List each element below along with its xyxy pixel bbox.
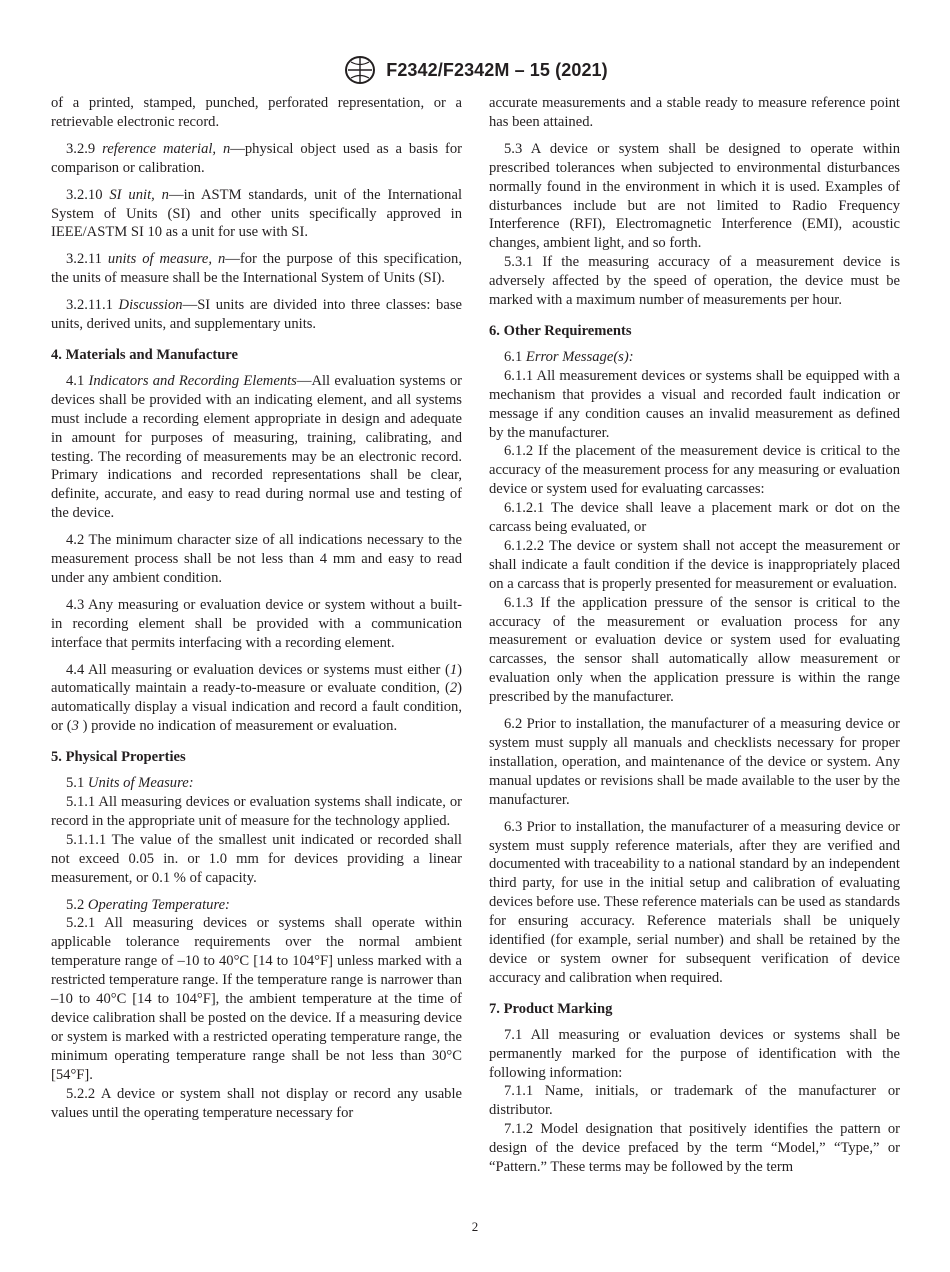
section-heading-6: 6. Other Requirements — [489, 322, 632, 339]
paragraph-5-1: 5.1 Units of Measure: — [66, 775, 194, 792]
paragraph: accurate measurements and a stable ready to measure reference point has been attained. — [489, 95, 900, 130]
paragraph: of a printed, stamped, punched, perforated representation, or a retrievable electronic record. — [51, 95, 462, 130]
paragraph-3-2-10: 3.2.10 SI unit, n—in ASTM standards, unit of the International System of Units (SI) and other units specifically approved in IEEE/ASTM SI 10 as a unit for use with SI. — [51, 186, 462, 241]
document-designation: F2342/F2342M – 15 (2021) — [386, 59, 608, 80]
astm-logo-icon — [342, 55, 378, 85]
page-number: 2 — [471, 1219, 479, 1234]
paragraph-4-2: 4.2 The minimum character size of all indications necessary to the measurement process shall be not less than 4 mm and easy to read under any ambient condition. — [51, 532, 462, 586]
paragraph-3-2-9: 3.2.9 reference material, n—physical object used as a basis for comparison or calibration. — [51, 140, 462, 176]
paragraph-5-2-2: 5.2.2 A device or system shall not display or record any usable values until the operating temperature necessary for — [51, 1085, 462, 1121]
paragraph-7-1: 7.1 All measuring or evaluation devices or systems shall be permanently marked for the purpose of identification with the following information: — [489, 1026, 900, 1081]
section-heading-7: 7. Product Marking — [489, 1000, 613, 1017]
paragraph-6-3: 6.3 Prior to installation, the manufacturer of a measuring device or system must supply reference materials, after they are verified and documented with traceability to a national standard by an independent third party, for use in the initial setup and calibration of evaluating devices before use. These reference materials can be used as standards for ensuring accuracy. Reference materials shall be uniquely identified (for example, serial number) and shall be retained by the device or system owner for subsequent verification of device accuracy and calibration when required. — [489, 818, 900, 986]
right-column — [489, 94, 900, 1177]
paragraph-5-3-1: 5.3.1 If the measuring accuracy of a measurement device is adversely affected by the speed of operation, the device must be marked with a maximum number of measurements per hour. — [489, 254, 900, 309]
left-column — [51, 94, 462, 1122]
paragraph-6-1-2-2: 6.1.2.2 The device or system shall not accept the measurement or shall indicate a fault condition if the device is inappropriately placed on a carcass that is properly presented for measurement or evaluation. — [489, 537, 900, 592]
paragraph-4-3: 4.3 Any measuring or evaluation device or system without a built-in recording element shall be provided with a communication interface that permits interfacing with a recording element. — [51, 596, 462, 651]
page-header — [0, 55, 950, 85]
paragraph-6-1: 6.1 Error Message(s): — [504, 348, 634, 365]
paragraph-5-2-1: 5.2.1 All measuring devices or systems shall operate within applicable tolerance requirements over the normal ambient temperature range of –10 to 40°C [14 to 104°F] unless marked with a restricted temperature range. If the temperature range is narrower than –10 to 40°C [14 to 104°F], the ambient temperature at the time of device calibration shall be posted on the device. If a measuring device or system is marked with a restricted operating temperature range, the minimum operating temperature range shall be not less than 30°C [54°F]. — [51, 915, 462, 1083]
paragraph-6-1-2: 6.1.2 If the placement of the measurement device is critical to the accuracy of the measurement process for any measuring or evaluation device or system used for evaluating carcasses: — [489, 443, 900, 498]
paragraph-7-1-1: 7.1.1 Name, initials, or trademark of the manufacturer or distributor. — [489, 1083, 900, 1119]
paragraph-7-1-2: 7.1.2 Model designation that positively identifies the pattern or design of the device prefaced by the term “Model,” “Type,” or “Pattern.” These terms may be followed by the term — [489, 1121, 900, 1176]
paragraph-3-2-11-1: 3.2.11.1 Discussion—SI units are divided into three classes: base units, derived units, and supplementary units. — [51, 297, 462, 333]
paragraph-5-1-1: 5.1.1 All measuring devices or evaluation systems shall indicate, or record in the appropriate unit of measure for the technology applied. — [51, 794, 462, 829]
paragraph-6-1-2-1: 6.1.2.1 The device shall leave a placement mark or dot on the carcass being evaluated, or — [489, 500, 900, 536]
paragraph-4-4: 4.4 All measuring or evaluation devices or systems must either (1) automatically maintain a ready-to-measure or evaluate condition, (2) automatically display a visual indication and record a fault condition, or (3 ) provide no indication of measurement or evaluation. — [51, 661, 462, 735]
section-heading-4: 4. Materials and Manufacture — [51, 346, 238, 363]
paragraph-5-2: 5.2 Operating Temperature: — [66, 896, 230, 913]
paragraph-5-1-1-1: 5.1.1.1 The value of the smallest unit indicated or recorded shall not exceed 0.05 in. or 1.0 mm for devices providing a linear measurement, or 0.1 % of capacity. — [51, 831, 462, 886]
paragraph-6-2: 6.2 Prior to installation, the manufacturer of a measuring device or system must supply all manuals and checklists necessary for proper installation, operation, and maintenance of the device or system. Any manual updates or revisions shall be made available to the user by the manufacturer. — [489, 716, 900, 808]
paragraph-3-2-11: 3.2.11 units of measure, n—for the purpose of this specification, the units of measure shall be the International System of Units (SI). — [51, 251, 462, 287]
section-heading-5: 5. Physical Properties — [51, 749, 186, 766]
paragraph-5-3: 5.3 A device or system shall be designed to operate within prescribed tolerances when subjected to environmental disturbances normally found in the environment in which it is used. Examples of disturbances include but are not limited to Radio Frequency Interference (RFI), Electromagnetic Interference (EMI), acoustic changes, ambient light, and so forth. — [489, 140, 900, 252]
paragraph-4-1: 4.1 Indicators and Recording Elements—All evaluation systems or devices shall be provided with an indicating element, and all systems must include a recording element appropriate in design and adequate in amount for purposes of measuring, training, calibrating, and testing. The recording of measurements may be an electronic record. Primary indications and recorded representations shall be clear, definite, accurate, and easy to read during normal use and testing of the device. — [51, 372, 462, 522]
paragraph-6-1-1: 6.1.1 All measurement devices or systems shall be equipped with a mechanism that provides a visual and recorded fault indication or message if any condition causes an invalid measurement as defined by the manufacturer. — [489, 367, 900, 441]
paragraph-6-1-3: 6.1.3 If the application pressure of the sensor is critical to the accuracy of the measurement or evaluation process for any measurement or evaluation device or system used for evaluating carcasses, the sensor shall automatically allow measurement or evaluation only when the application pressure is within the range prescribed by the manufacturer. — [489, 594, 900, 706]
